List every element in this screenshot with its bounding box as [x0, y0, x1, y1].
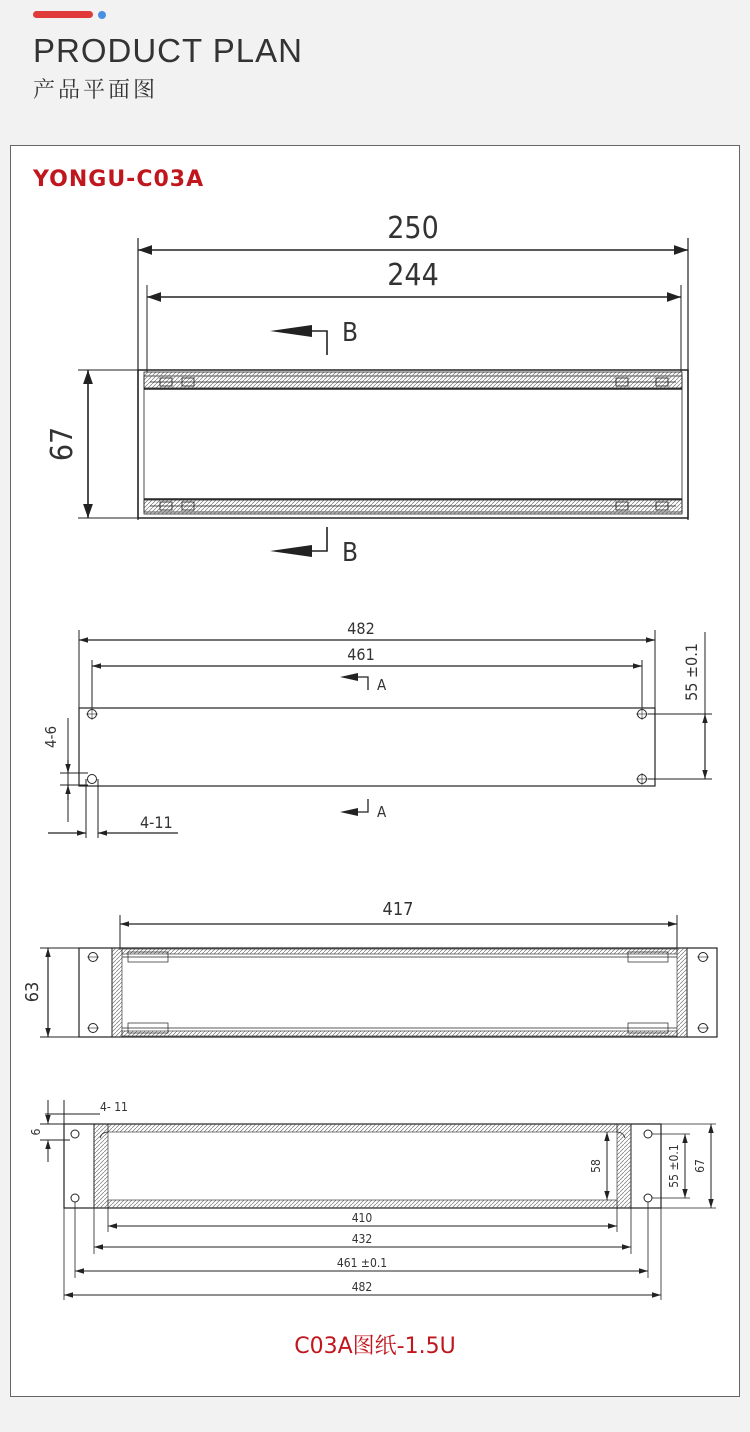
dim-top-height: 67 — [45, 426, 80, 462]
dim-end-482: 482 — [351, 1280, 373, 1294]
section-label-a-bottom: A — [377, 803, 387, 821]
section-view — [40, 915, 717, 1037]
model-name: YONGU-C03A — [33, 167, 205, 192]
dim-section-inner: 417 — [382, 899, 414, 920]
dim-end-432: 432 — [351, 1232, 373, 1246]
dim-end-height: 67 — [693, 1159, 707, 1173]
dim-end-461: 461 ±0.1 — [336, 1256, 388, 1270]
dim-end-hole-spacing: 55 ±0.1 — [667, 1144, 681, 1188]
dim-front-hole-size: 4-6 — [42, 725, 60, 749]
dim-front-holes: 461 — [347, 645, 375, 664]
page-title-cn: 产品平面图 — [33, 78, 159, 103]
dim-end-hole-note: 4- 11 — [100, 1100, 128, 1114]
dim-front-overall: 482 — [347, 619, 375, 638]
dim-top-inner: 244 — [387, 258, 439, 293]
dim-end-inner-height: 58 — [589, 1159, 603, 1173]
page-title-en: PRODUCT PLAN — [33, 32, 303, 69]
dim-section-height: 63 — [22, 981, 43, 1003]
dim-end-hole-offset: 6 — [29, 1128, 43, 1136]
section-label-a-top: A — [377, 676, 387, 694]
section-label-b-bottom: B — [342, 538, 359, 568]
dim-top-overall: 250 — [387, 211, 439, 246]
section-label-b-top: B — [342, 318, 359, 348]
top-view — [78, 238, 688, 557]
dim-front-hole-note: 4-11 — [140, 813, 173, 832]
dim-end-410: 410 — [351, 1211, 373, 1225]
drawing-caption: C03A图纸-1.5U — [294, 1334, 456, 1359]
dim-front-vertical: 55 ±0.1 — [682, 643, 701, 701]
end-view — [40, 1100, 716, 1300]
